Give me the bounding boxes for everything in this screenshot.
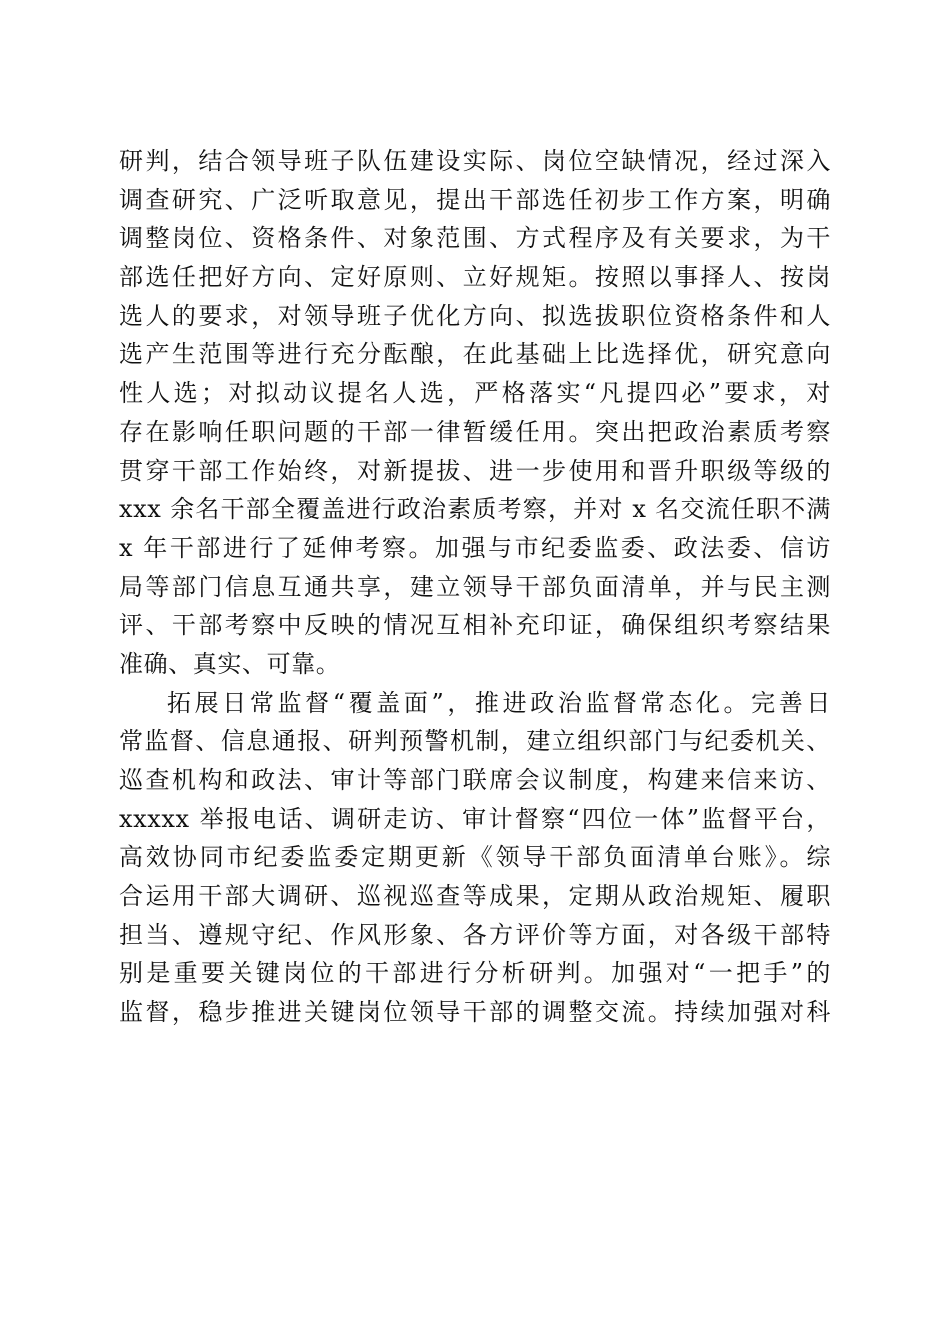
text-line: 调查研究、广泛听取意见，提出干部选任初步工作方案，明确 bbox=[119, 185, 831, 214]
text-line: 准确、真实、可靠。 bbox=[119, 649, 341, 678]
text-line: 选人的要求，对领导班子优化方向、拟选拔职位资格条件和人 bbox=[119, 301, 831, 330]
text-line: 存在影响任职问题的干部一律暂缓任用。突出把政治素质考察 bbox=[119, 417, 831, 446]
text-line: 选产生范围等进行充分酝酿，在此基础上比选择优，研究意向 bbox=[119, 340, 831, 369]
text-line: 常监督、信息通报、研判预警机制，建立组织部门与纪委机关、 bbox=[119, 727, 831, 756]
text-line: 局等部门信息互通共享，建立领导干部负面清单，并与民主测 bbox=[119, 572, 831, 601]
text-line: 担当、遵规守纪、作风形象、各方评价等方面，对各级干部特 bbox=[119, 920, 831, 949]
text-line: 性人选；对拟动议提名人选，严格落实“凡提四必”要求，对 bbox=[119, 379, 831, 408]
text-line: xxxxx 举报电话、调研走访、审计督察“四位一体”监督平台， bbox=[119, 804, 831, 833]
text-line: 评、干部考察中反映的情况互相补充印证，确保组织考察结果 bbox=[119, 611, 831, 640]
text-line: 研判，结合领导班子队伍建设实际、岗位空缺情况，经过深入 bbox=[119, 147, 831, 175]
text-line: 部选任把好方向、定好原则、立好规矩。按照以事择人、按岗 bbox=[119, 263, 831, 292]
text-line: 别是重要关键岗位的干部进行分析研判。加强对“一把手”的 bbox=[119, 959, 831, 988]
text-line: 拓展日常监督“覆盖面”，推进政治监督常态化。完善日 bbox=[167, 688, 831, 717]
text-line: 合运用干部大调研、巡视巡查等成果，定期从政治规矩、履职 bbox=[119, 882, 831, 911]
text-line: xxx 余名干部全覆盖进行政治素质考察，并对 x 名交流任职不满 bbox=[119, 495, 831, 524]
text-line: 贯穿干部工作始终，对新提拔、进一步使用和晋升职级等级的 bbox=[119, 456, 831, 485]
text-line: 巡查机构和政法、审计等部门联席会议制度，构建来信来访、 bbox=[119, 766, 831, 794]
paragraph-1 bbox=[119, 142, 831, 684]
text-line: 调整岗位、资格条件、对象范围、方式程序及有关要求，为干 bbox=[119, 224, 831, 253]
paragraph-2 bbox=[119, 684, 831, 1032]
text-line: x 年干部进行了延伸考察。加强与市纪委监委、政法委、信访 bbox=[119, 533, 831, 562]
text-line: 高效协同市纪委监委定期更新《领导干部负面清单台账》。综 bbox=[119, 843, 831, 872]
document-body bbox=[119, 142, 831, 1032]
text-line: 监督，稳步推进关键岗位领导干部的调整交流。持续加强对科 bbox=[119, 998, 831, 1027]
